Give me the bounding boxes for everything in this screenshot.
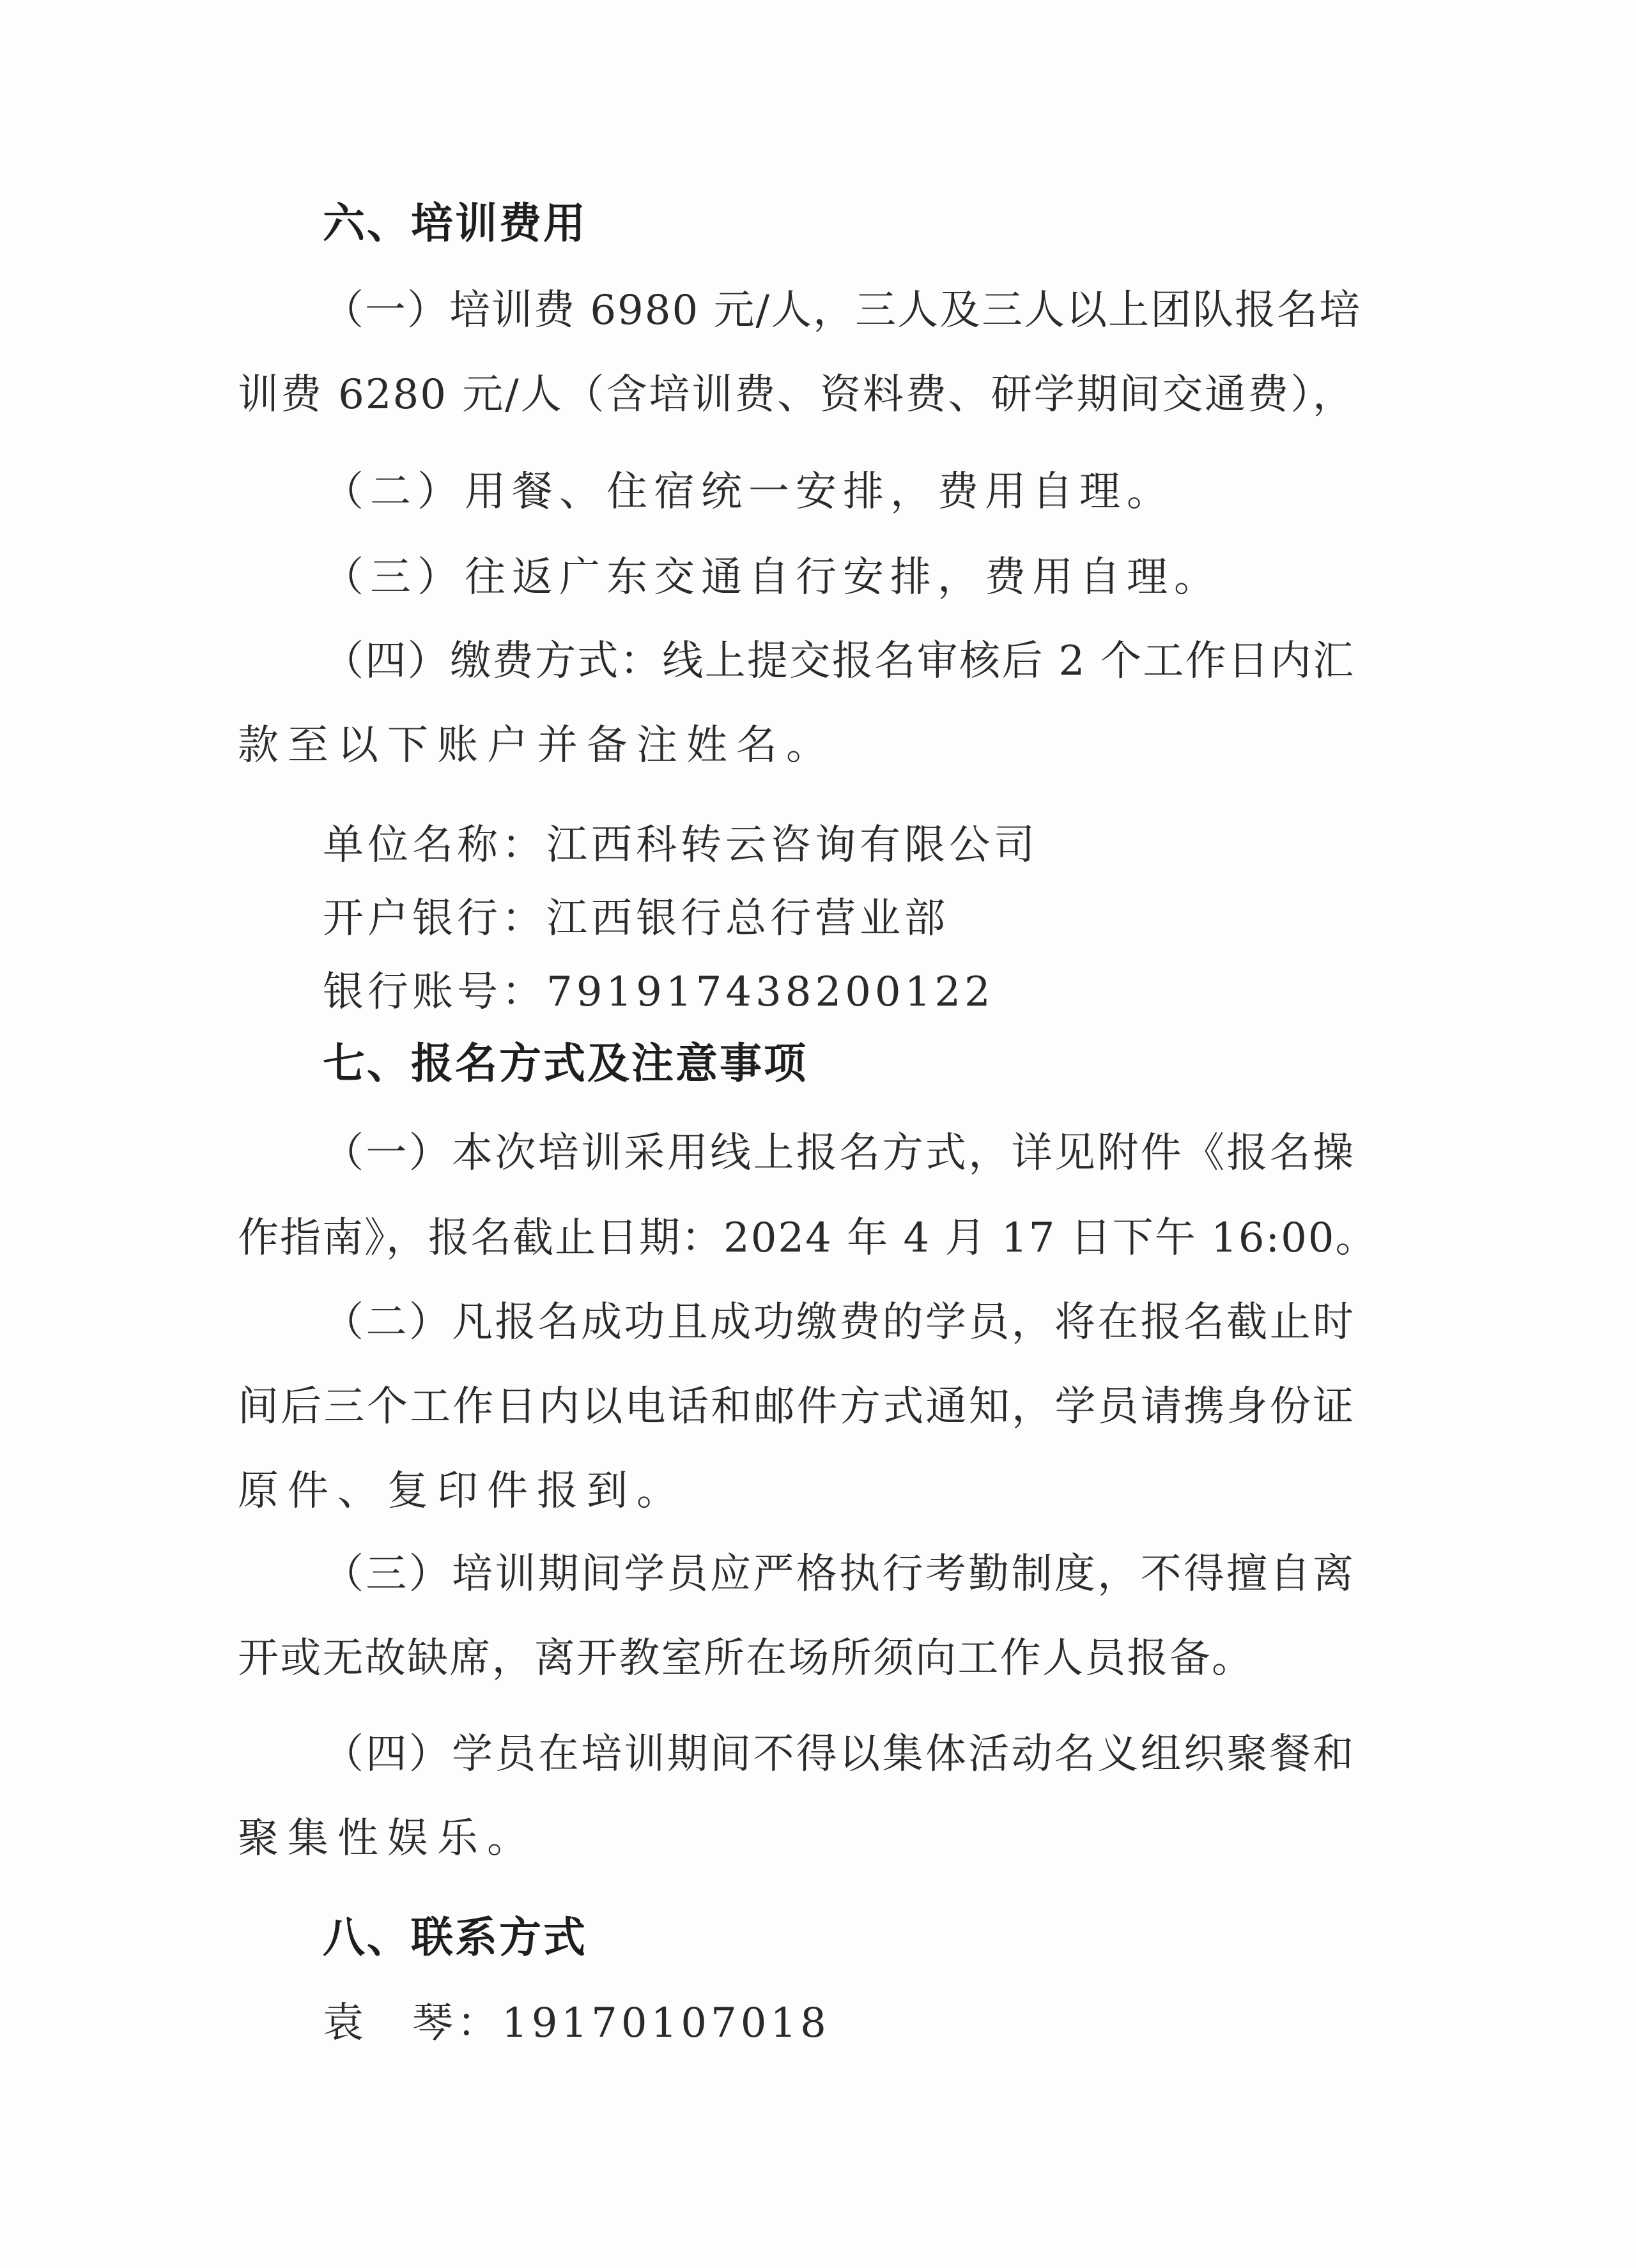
s7-p3-line1: （三）培训期间学员应严格执行考勤制度，不得擅自离: [323, 1551, 1355, 1598]
section-7-title: 七、报名方式及注意事项: [323, 1039, 808, 1088]
s7-p2-line3: 原件、复印件报到。: [238, 1467, 686, 1515]
account-name: 单位名称：江西科转云咨询有限公司: [323, 822, 1038, 869]
s6-p2: （二）用餐、住宿统一安排，费用自理。: [323, 468, 1174, 516]
s6-p1-line1: （一）培训费 6980 元/人，三人及三人以上团队报名培: [323, 287, 1362, 334]
s6-p4-line2: 款至以下账户并备注姓名。: [238, 722, 836, 769]
s6-p4-line1: （四）缴费方式：线上提交报名审核后 2 个工作日内汇: [323, 638, 1355, 685]
s7-p2-line2: 间后三个工作日内以电话和邮件方式通知，学员请携身份证: [238, 1383, 1355, 1430]
section-8-title: 八、联系方式: [323, 1913, 587, 1962]
s7-p3-line2: 开或无故缺席，离开教室所在场所须向工作人员报备。: [238, 1635, 1254, 1682]
s7-p1-line1: （一）本次培训采用线上报名方式，详见附件《报名操: [323, 1130, 1355, 1177]
account-number: 银行账号：791917438200122: [323, 969, 994, 1016]
s6-p3: （三）往返广东交通自行安排，费用自理。: [323, 554, 1221, 601]
s7-p4-line1: （四）学员在培训期间不得以集体活动名义组织聚餐和: [323, 1731, 1355, 1778]
s6-p1-line2: 训费 6280 元/人（含培训费、资料费、研学期间交通费），: [238, 371, 1355, 418]
contact-yuan-qin: 袁 琴：19170107018: [323, 2000, 830, 2047]
bank-name: 开户银行：江西银行总行营业部: [323, 895, 949, 942]
s7-p2-line1: （二）凡报名成功且成功缴费的学员，将在报名截止时: [323, 1299, 1355, 1346]
section-6-title: 六、培训费用: [323, 199, 587, 248]
s7-p1-line2: 作指南》，报名截止日期：2024 年 4 月 17 日下午 16:00。: [238, 1214, 1378, 1262]
s7-p4-line2: 聚集性娱乐。: [238, 1815, 537, 1862]
